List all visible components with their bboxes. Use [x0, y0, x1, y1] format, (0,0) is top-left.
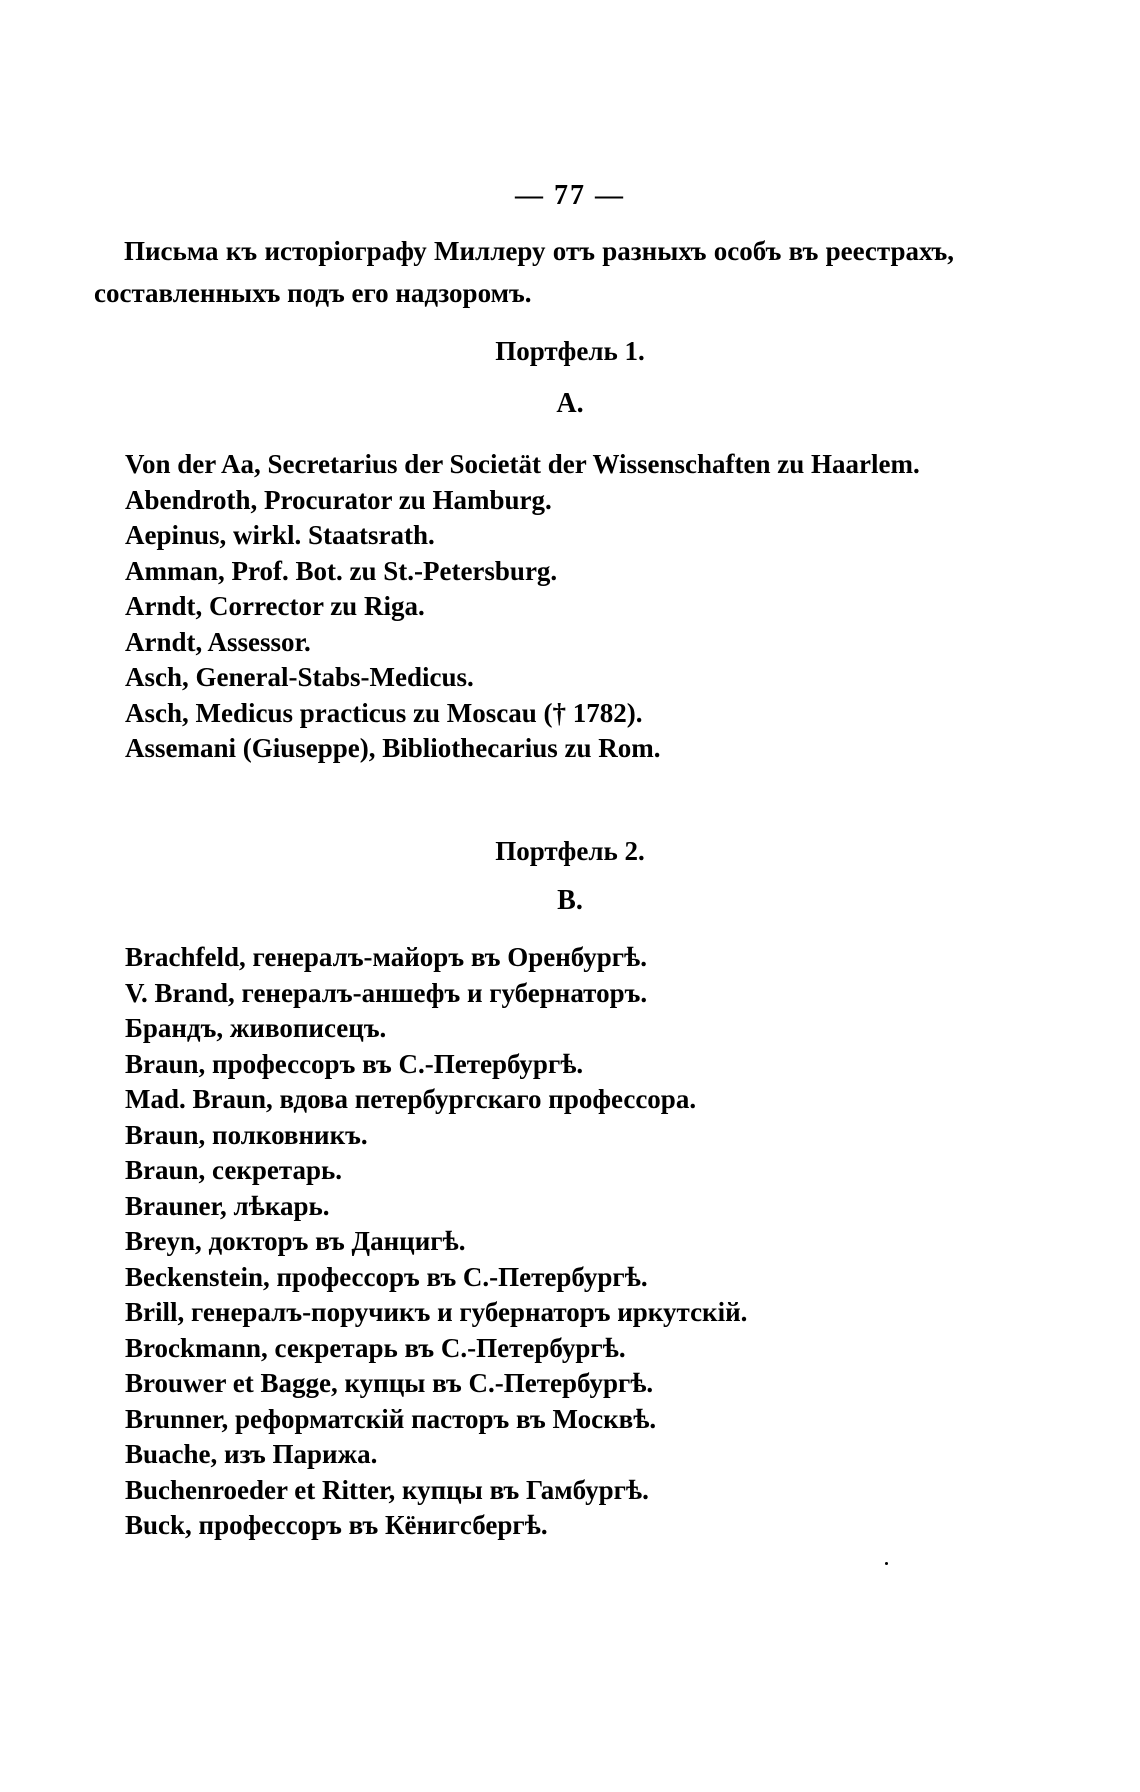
- list-item: Arndt, Assessor.: [125, 626, 311, 657]
- list-item: V. Brand, генералъ-аншефъ и губернаторъ.: [125, 977, 648, 1008]
- letter-heading-a: A.: [556, 388, 584, 419]
- letter-heading-b: B.: [557, 885, 583, 916]
- list-item: Brauner, лѣкарь.: [125, 1190, 330, 1221]
- list-item: Abendroth, Procurator zu Hamburg.: [125, 484, 552, 515]
- list-item: Arndt, Corrector zu Riga.: [125, 591, 425, 621]
- page-number: — 77 —: [515, 180, 625, 211]
- list-item: Mad. Braun, вдова петербургскаго профессора.: [125, 1084, 697, 1114]
- list-item: Aepinus, wirkl. Staatsrath.: [125, 520, 435, 550]
- list-item: Брандъ, живописецъ.: [125, 1013, 387, 1043]
- list-item: Braun, секретарь.: [125, 1155, 343, 1185]
- portfolio-title-2: Портфель 2.: [495, 836, 645, 866]
- portfolio-title-1: Портфель 1.: [495, 336, 645, 366]
- list-item: Buchenroeder et Ritter, купцы въ Гамбургѣ.: [125, 1474, 649, 1505]
- ink-speck: [885, 1562, 888, 1565]
- list-item: Brachfeld, генералъ-майоръ въ Оренбургѣ.: [125, 942, 647, 972]
- list-item: Buck, профессоръ въ Кёнигсбергѣ.: [125, 1510, 548, 1540]
- list-item: Buache, изъ Парижа.: [125, 1439, 378, 1469]
- list-item: Asch, General-Stabs-Medicus.: [125, 662, 474, 692]
- section-heading: Письма къ исторіографу Миллеру отъ разныхъ особъ въ реестрахъ, составленныхъ подъ его надзоромъ.: [94, 236, 954, 308]
- entries-list-a: [125, 447, 985, 767]
- list-item: Brouwer et Bagge, купцы въ С.-Петербургѣ.: [125, 1368, 654, 1398]
- list-item: Beckenstein, профессоръ въ С.-Петербургѣ.: [125, 1261, 648, 1292]
- list-item: Brockmann, секретарь въ С.-Петербургѣ.: [125, 1332, 626, 1363]
- list-item: Braun, профессоръ въ С.-Петербургѣ.: [125, 1048, 584, 1079]
- list-item: Amman, Prof. Bot. zu St.-Petersburg.: [125, 555, 558, 586]
- list-item: Brunner, реформатскій пасторъ въ Москвѣ.: [125, 1403, 657, 1434]
- list-item: Breyn, докторъ въ Данцигѣ.: [125, 1226, 466, 1256]
- list-item: Braun, полковникъ.: [125, 1119, 368, 1150]
- list-item: Asch, Medicus practicus zu Moscau († 1782).: [125, 697, 643, 728]
- list-item: Von der Aa, Secretarius der Societät der Wissenschaften zu Haarlem.: [125, 449, 920, 479]
- list-item: Assemani (Giuseppe), Bibliothecarius zu Rom.: [125, 733, 661, 763]
- list-item: Brill, генералъ-поручикъ и губернаторъ иркутскій.: [125, 1297, 748, 1327]
- entries-list-b: [125, 940, 985, 1544]
